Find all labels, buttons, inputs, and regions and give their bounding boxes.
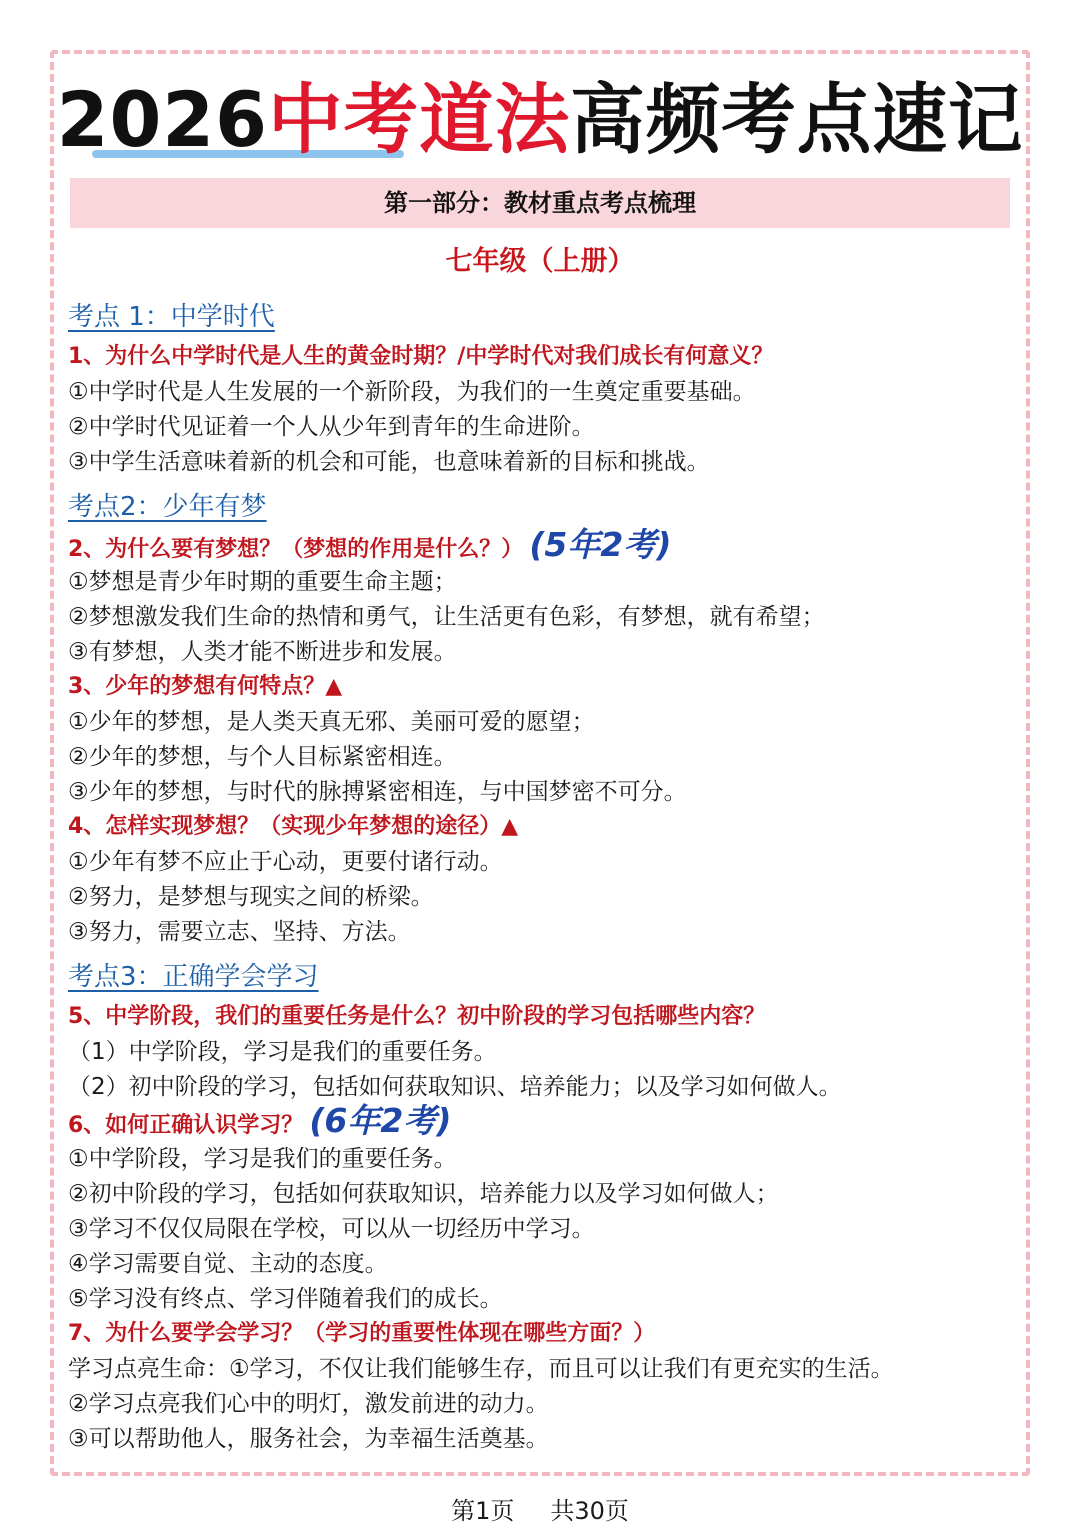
answer-1-1: ①中学时代是人生发展的一个新阶段，为我们的一生奠定重要基础。	[68, 379, 756, 405]
answer-4-3: ③努力，需要立志、坚持、方法。	[68, 919, 411, 945]
answer-3-1: ①少年的梦想，是人类天真无邪、美丽可爱的愿望；	[68, 709, 595, 735]
answer-4-1: ①少年有梦不应止于心动，更要付诸行动。	[68, 849, 503, 875]
answer-7-1: 学习点亮生命：①学习，不仅让我们能够生存，而且可以让我们有更充实的生活。	[68, 1356, 894, 1382]
answer-7-3: ③可以帮助他人，服务社会，为幸福生活奠基。	[68, 1426, 549, 1452]
topic-heading-3: 考点3：正确学会学习	[68, 962, 319, 992]
answer-6-3: ③学习不仅仅局限在学校，可以从一切经历中学习。	[68, 1216, 595, 1242]
question-6-row	[68, 1101, 452, 1144]
answer-2-3: ③有梦想，人类才能不断进步和发展。	[68, 639, 457, 665]
answer-5-2: （2）初中阶段的学习，包括如何获取知识、培养能力；以及学习如何做人。	[68, 1074, 842, 1100]
exam-frequency-note-2: (5年2考)	[529, 525, 672, 564]
answer-6-1: ①中学阶段，学习是我们的重要任务。	[68, 1146, 457, 1172]
page-number: 第1页	[451, 1497, 515, 1525]
exam-frequency-note-6: (6年2考)	[309, 1101, 452, 1140]
title-subject: 中考道法	[268, 75, 571, 164]
answer-6-4: ④学习需要自觉、主动的态度。	[68, 1251, 388, 1277]
question-2: 2、为什么要有梦想？（梦想的作用是什么？）	[68, 537, 524, 562]
page-total: 共30页	[550, 1497, 629, 1525]
answer-7-2: ②学习点亮我们心中的明灯，激发前进的动力。	[68, 1391, 549, 1417]
question-3: 3、少年的梦想有何特点？▲	[68, 674, 343, 699]
answer-3-2: ②少年的梦想，与个人目标紧密相连。	[68, 744, 457, 770]
answer-1-3: ③中学生活意味着新的机会和可能，也意味着新的目标和挑战。	[68, 449, 710, 475]
answer-5-1: （1）中学阶段，学习是我们的重要任务。	[68, 1039, 497, 1065]
title-rest: 高频考点速记	[570, 75, 1024, 164]
part-banner: 第一部分：教材重点考点梳理	[70, 178, 1010, 228]
answer-4-2: ②努力，是梦想与现实之间的桥梁。	[68, 884, 434, 910]
answer-2-1: ①梦想是青少年时期的重要生命主题；	[68, 569, 457, 595]
answer-6-5: ⑤学习没有终点、学习伴随着我们的成长。	[68, 1286, 503, 1312]
grade-heading: 七年级（上册）	[445, 246, 635, 277]
answer-6-2: ②初中阶段的学习，包括如何获取知识，培养能力以及学习如何做人；	[68, 1181, 779, 1207]
page-footer	[0, 1494, 1080, 1528]
answer-2-2: ②梦想激发我们生命的热情和勇气，让生活更有色彩，有梦想，就有希望；	[68, 604, 825, 630]
answer-1-2: ②中学时代见证着一个人从少年到青年的生命进阶。	[68, 414, 595, 440]
title-year: 2026	[56, 75, 269, 164]
question-4: 4、怎样实现梦想？（实现少年梦想的途径）▲	[68, 814, 519, 839]
page-title	[10, 72, 1069, 168]
question-5: 5、中学阶段，我们的重要任务是什么？初中阶段的学习包括哪些内容？	[68, 1004, 766, 1029]
topic-heading-1: 考点 1：中学时代	[68, 302, 275, 332]
question-6: 6、如何正确认识学习？	[68, 1113, 304, 1138]
question-1: 1、为什么中学时代是人生的黄金时期？/中学时代对我们成长有何意义？	[68, 344, 774, 369]
question-7: 7、为什么要学会学习？（学习的重要性体现在哪些方面？）	[68, 1321, 656, 1346]
answer-3-3: ③少年的梦想，与时代的脉搏紧密相连，与中国梦密不可分。	[68, 779, 687, 805]
topic-heading-2: 考点2：少年有梦	[68, 492, 267, 522]
question-2-row	[68, 525, 672, 568]
